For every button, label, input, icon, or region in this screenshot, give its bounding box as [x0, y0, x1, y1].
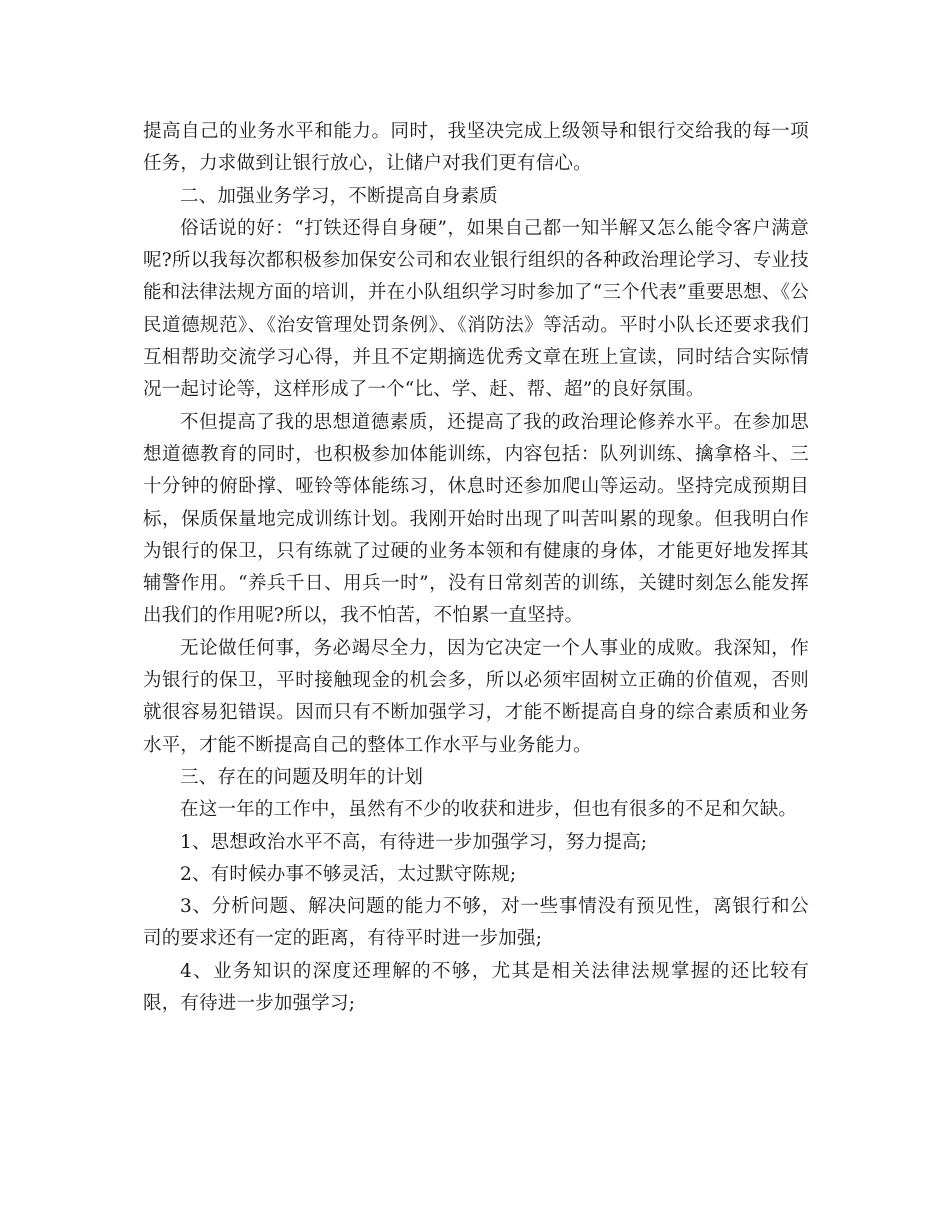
document-body	[143, 116, 809, 1020]
paragraph: 无论做任何事，务必竭尽全力，因为它决定一个人事业的成败。我深知，作为银行的保卫，平时接触现金的机会多，所以必须牢固树立正确的价值观，否则就很容易犯错误。因而只有不断加强学习，才能不断提高自身的综合素质和业务水平，才能不断提高自己的整体工作水平与业务能力。	[143, 637, 809, 756]
list-item: 2、有时候办事不够灵活，太过默守陈规;	[180, 863, 517, 885]
section-heading-3: 三、存在的问题及明年的计划	[180, 766, 424, 788]
list-item: 1、思想政治水平不高，有待进一步加强学习，努力提高;	[180, 831, 648, 853]
paragraph: 不但提高了我的思想道德素质，还提高了我的政治理论修养水平。在参加思想道德教育的同时，也积极参加体能训练，内容包括：队列训练、擒拿格斗、三十分钟的俯卧撑、哑铃等体能练习，休息时还参加爬山等运动。坚持完成预期目标，保质保量地完成训练计划。我刚开始时出现了叫苦叫累的现象。但我明白作为银行的保卫，只有练就了过硬的业务本领和有健康的身体，才能更好地发挥其辅警作用。“养兵千日、用兵一时”，没有日常刻苦的训练，关键时刻怎么能发挥出我们的作用呢?所以，我不怕苦，不怕累一直坚持。	[143, 411, 809, 627]
section-heading-2: 二、加强业务学习，不断提高自身素质	[180, 185, 498, 207]
paragraph: 在这一年的工作中，虽然有不少的收获和进步，但也有很多的不足和欠缺。	[180, 799, 798, 821]
paragraph: 俗话说的好：“打铁还得自身硬”，如果自己都一知半解又怎么能令客户满意呢?所以我每次都积极参加保安公司和农业银行组织的各种政治理论学习、专业技能和法律法规方面的培训，并在小队组织学习时参加了“三个代表”重要思想、《公民道德规范》、《治安管理处罚条例》、《消防法》等活动。平时小队长还要求我们互相帮助交流学习心得，并且不定期摘选优秀文章在班上宣读，同时结合实际情况一起讨论等，这样形成了一个“比、学、赶、帮、超”的良好氛围。	[143, 217, 809, 401]
list-item: 4、业务知识的深度还理解的不够，尤其是相关法律法规掌握的还比较有限，有待进一步加强学习;	[143, 960, 809, 1015]
list-item: 3、分析问题、解决问题的能力不够，对一些事情没有预见性，离银行和公司的要求还有一定的距离，有待平时进一步加强;	[143, 896, 809, 950]
paragraph-continuation: 提高自己的业务水平和能力。同时，我坚决完成上级领导和银行交给我的每一项任务，力求做到让银行放心，让储户对我们更有信心。	[143, 121, 809, 175]
